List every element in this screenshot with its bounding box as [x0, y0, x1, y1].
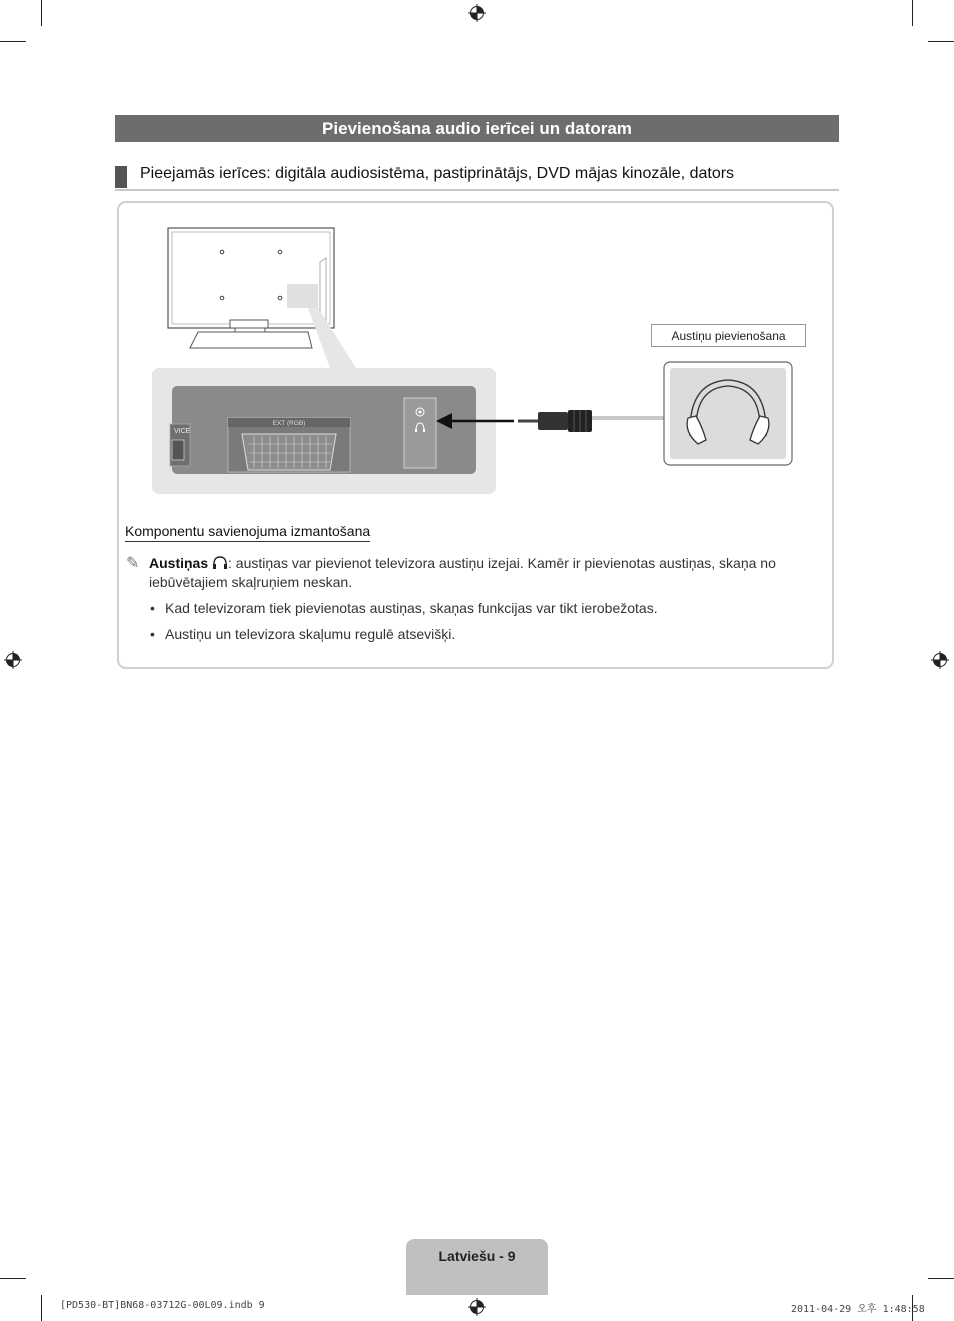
side-port-label: VICE: [174, 428, 191, 435]
print-date-info: 2011-04-29 오후 1:48:58: [791, 1304, 925, 1315]
registration-mark-icon: [468, 1298, 486, 1316]
note-text: : austiņas var pievienot televizora austiņu izejai. Kamēr ir pievienotas austiņas, skaņa no iebūvētajiem skaļruņiem neskan.: [149, 555, 776, 590]
crop-mark: [912, 0, 913, 26]
page-number-tab: Latviešu - 9: [406, 1239, 548, 1295]
crop-mark: [41, 0, 42, 26]
subheading-text: Pieejamās ierīces: digitāla audiosistēma, pastiprinātājs, DVD mājas kinozāle, dators: [140, 165, 735, 182]
note-term: Austiņas: [149, 555, 209, 571]
registration-mark-icon: [931, 651, 949, 669]
headphone-connection-label: Austiņu pievienošana: [651, 324, 806, 347]
usage-section-label: Komponentu savienojuma izmantošana: [125, 523, 370, 542]
crop-mark: [0, 41, 26, 42]
list-item: • Kad televizoram tiek pievienotas austiņas, skaņas funkcijas var tikt ierobežotas.: [150, 599, 810, 618]
usage-bullets: [150, 599, 810, 651]
crop-mark: [928, 1278, 954, 1279]
headphone-icon: [212, 555, 228, 570]
print-file-info: [PD530-BT]BN68-03712G-00L09.indb 9: [60, 1300, 265, 1311]
list-item: • Austiņu un televizora skaļumu regulē atsevišķi.: [150, 625, 810, 644]
scart-label: EXT (RGB): [272, 420, 306, 427]
connection-diagram: [150, 222, 810, 502]
page-title: Pievienošana audio ierīcei un datoram: [115, 115, 839, 142]
subheading-marker: [115, 166, 127, 188]
headphone-plug: [518, 410, 592, 432]
headphones-note: [126, 554, 816, 592]
crop-mark: [0, 1278, 26, 1279]
crop-mark: [928, 41, 954, 42]
pencil-icon: ✎: [126, 555, 140, 572]
crop-mark: [41, 1295, 42, 1321]
tv-illustration: [168, 228, 334, 348]
section-subheading: [115, 163, 839, 191]
registration-mark-icon: [4, 651, 22, 669]
registration-mark-icon: [468, 4, 486, 22]
